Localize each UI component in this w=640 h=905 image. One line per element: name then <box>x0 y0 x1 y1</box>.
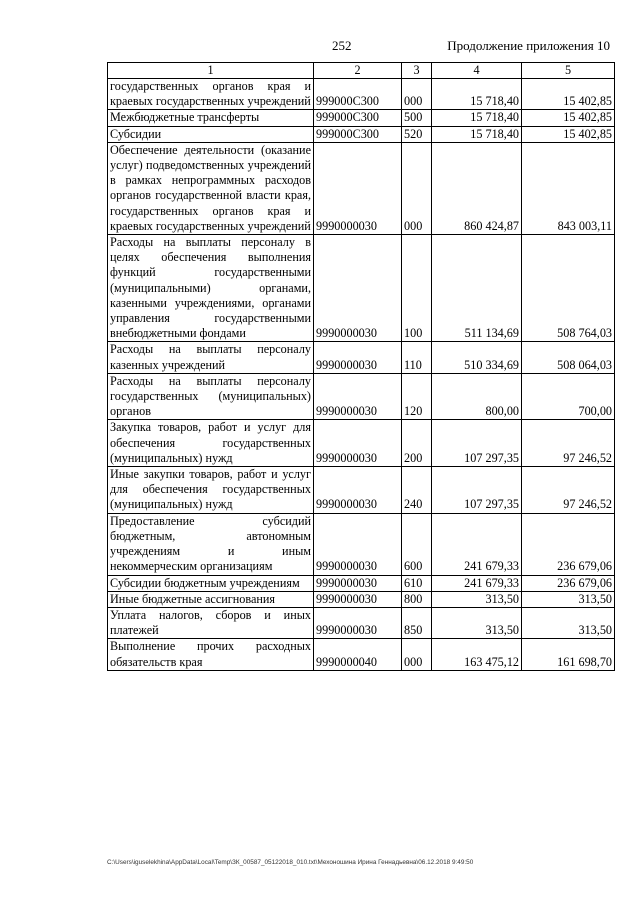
row-value-2019: 800,00 <box>432 373 522 420</box>
row-type: 110 <box>402 342 432 373</box>
row-type: 850 <box>402 607 432 638</box>
row-code: 9990000030 <box>314 575 402 591</box>
row-value-2020: 161 698,70 <box>522 639 615 670</box>
table-row <box>108 373 615 420</box>
table-row <box>108 126 615 142</box>
row-value-2019: 511 134,69 <box>432 235 522 342</box>
row-name: Обеспечение деятельности (оказание услуг) подведомственных учреждений в рамках непрограммных расходов органов государственной власти края, государственных органов края и краевых государственных учреждений <box>108 142 314 234</box>
table-header-row <box>108 63 615 79</box>
row-code: 9990000030 <box>314 591 402 607</box>
row-code: 9990000030 <box>314 513 402 575</box>
row-code: 9990000030 <box>314 467 402 514</box>
row-name: Закупка товаров, работ и услуг для обеспечения государственных (муниципальных) нужд <box>108 420 314 467</box>
row-value-2020: 508 764,03 <box>522 235 615 342</box>
row-value-2019: 15 718,40 <box>432 79 522 110</box>
row-code: 999000С300 <box>314 110 402 126</box>
table-row <box>108 420 615 467</box>
table-row <box>108 513 615 575</box>
column-header: 4 <box>432 63 522 79</box>
page-number: 252 <box>332 38 352 53</box>
row-value-2020: 97 246,52 <box>522 467 615 514</box>
table-row <box>108 591 615 607</box>
row-value-2019: 241 679,33 <box>432 575 522 591</box>
row-value-2020: 313,50 <box>522 591 615 607</box>
row-type: 000 <box>402 142 432 234</box>
row-name: Иные закупки товаров, работ и услуг для обеспечения государственных (муниципальных) нужд <box>108 467 314 514</box>
row-type: 240 <box>402 467 432 514</box>
row-value-2019: 15 718,40 <box>432 126 522 142</box>
row-value-2019: 860 424,87 <box>432 142 522 234</box>
row-name: Расходы на выплаты персоналу казенных учреждений <box>108 342 314 373</box>
row-value-2019: 163 475,12 <box>432 639 522 670</box>
row-value-2019: 313,50 <box>432 607 522 638</box>
row-value-2019: 107 297,35 <box>432 420 522 467</box>
column-header: 1 <box>108 63 314 79</box>
row-code: 9990000030 <box>314 342 402 373</box>
row-code: 9990000030 <box>314 420 402 467</box>
row-value-2020: 15 402,85 <box>522 110 615 126</box>
row-value-2020: 236 679,06 <box>522 513 615 575</box>
table-row <box>108 342 615 373</box>
table-row <box>108 467 615 514</box>
row-code: 9990000040 <box>314 639 402 670</box>
table-row <box>108 575 615 591</box>
column-header: 3 <box>402 63 432 79</box>
row-type: 200 <box>402 420 432 467</box>
table-row <box>108 110 615 126</box>
row-value-2020: 508 064,03 <box>522 342 615 373</box>
footer-file-path: C:\Users\iguselekhina\AppData\Local\Temp\ЗК_00587_05122018_010.txt\Мехоношина Ирина Геннадьевна\06.12.2018 9:49:50 <box>107 859 474 866</box>
row-type: 120 <box>402 373 432 420</box>
budget-table <box>107 62 615 671</box>
row-value-2019: 313,50 <box>432 591 522 607</box>
row-name: Предоставление субсидий бюджетным, автономным учреждениям и иным некоммерческим организациям <box>108 513 314 575</box>
table-row <box>108 639 615 670</box>
row-type: 800 <box>402 591 432 607</box>
row-name: Расходы на выплаты персоналу государственных (муниципальных) органов <box>108 373 314 420</box>
row-value-2019: 241 679,33 <box>432 513 522 575</box>
row-value-2020: 15 402,85 <box>522 79 615 110</box>
row-code: 9990000030 <box>314 235 402 342</box>
appendix-label: Продолжение приложения 10 <box>447 38 610 53</box>
row-type: 500 <box>402 110 432 126</box>
row-code: 9990000030 <box>314 373 402 420</box>
row-name: Выполнение прочих расходных обязательств края <box>108 639 314 670</box>
row-name: Иные бюджетные ассигнования <box>108 591 314 607</box>
table-row <box>108 607 615 638</box>
row-name: государственных органов края и краевых государственных учреждений <box>108 79 314 110</box>
row-value-2020: 236 679,06 <box>522 575 615 591</box>
table-row <box>108 79 615 110</box>
row-value-2020: 843 003,11 <box>522 142 615 234</box>
column-header: 5 <box>522 63 615 79</box>
row-type: 600 <box>402 513 432 575</box>
row-name: Субсидии <box>108 126 314 142</box>
row-name: Субсидии бюджетным учреждениям <box>108 575 314 591</box>
row-value-2019: 15 718,40 <box>432 110 522 126</box>
row-value-2019: 107 297,35 <box>432 467 522 514</box>
row-code: 999000С300 <box>314 126 402 142</box>
row-type: 000 <box>402 639 432 670</box>
column-header: 2 <box>314 63 402 79</box>
row-code: 9990000030 <box>314 607 402 638</box>
row-type: 100 <box>402 235 432 342</box>
row-code: 9990000030 <box>314 142 402 234</box>
row-type: 610 <box>402 575 432 591</box>
row-type: 000 <box>402 79 432 110</box>
row-code: 999000С300 <box>314 79 402 110</box>
row-name: Уплата налогов, сборов и иных платежей <box>108 607 314 638</box>
row-name: Расходы на выплаты персоналу в целях обеспечения выполнения функций государственными (муниципальными) органами, казенными учреждениями, органами управления государственными внебюджетными фондами <box>108 235 314 342</box>
row-name: Межбюджетные трансферты <box>108 110 314 126</box>
row-value-2019: 510 334,69 <box>432 342 522 373</box>
row-type: 520 <box>402 126 432 142</box>
row-value-2020: 700,00 <box>522 373 615 420</box>
row-value-2020: 97 246,52 <box>522 420 615 467</box>
table-row <box>108 235 615 342</box>
row-value-2020: 15 402,85 <box>522 126 615 142</box>
row-value-2020: 313,50 <box>522 607 615 638</box>
table-row <box>108 142 615 234</box>
